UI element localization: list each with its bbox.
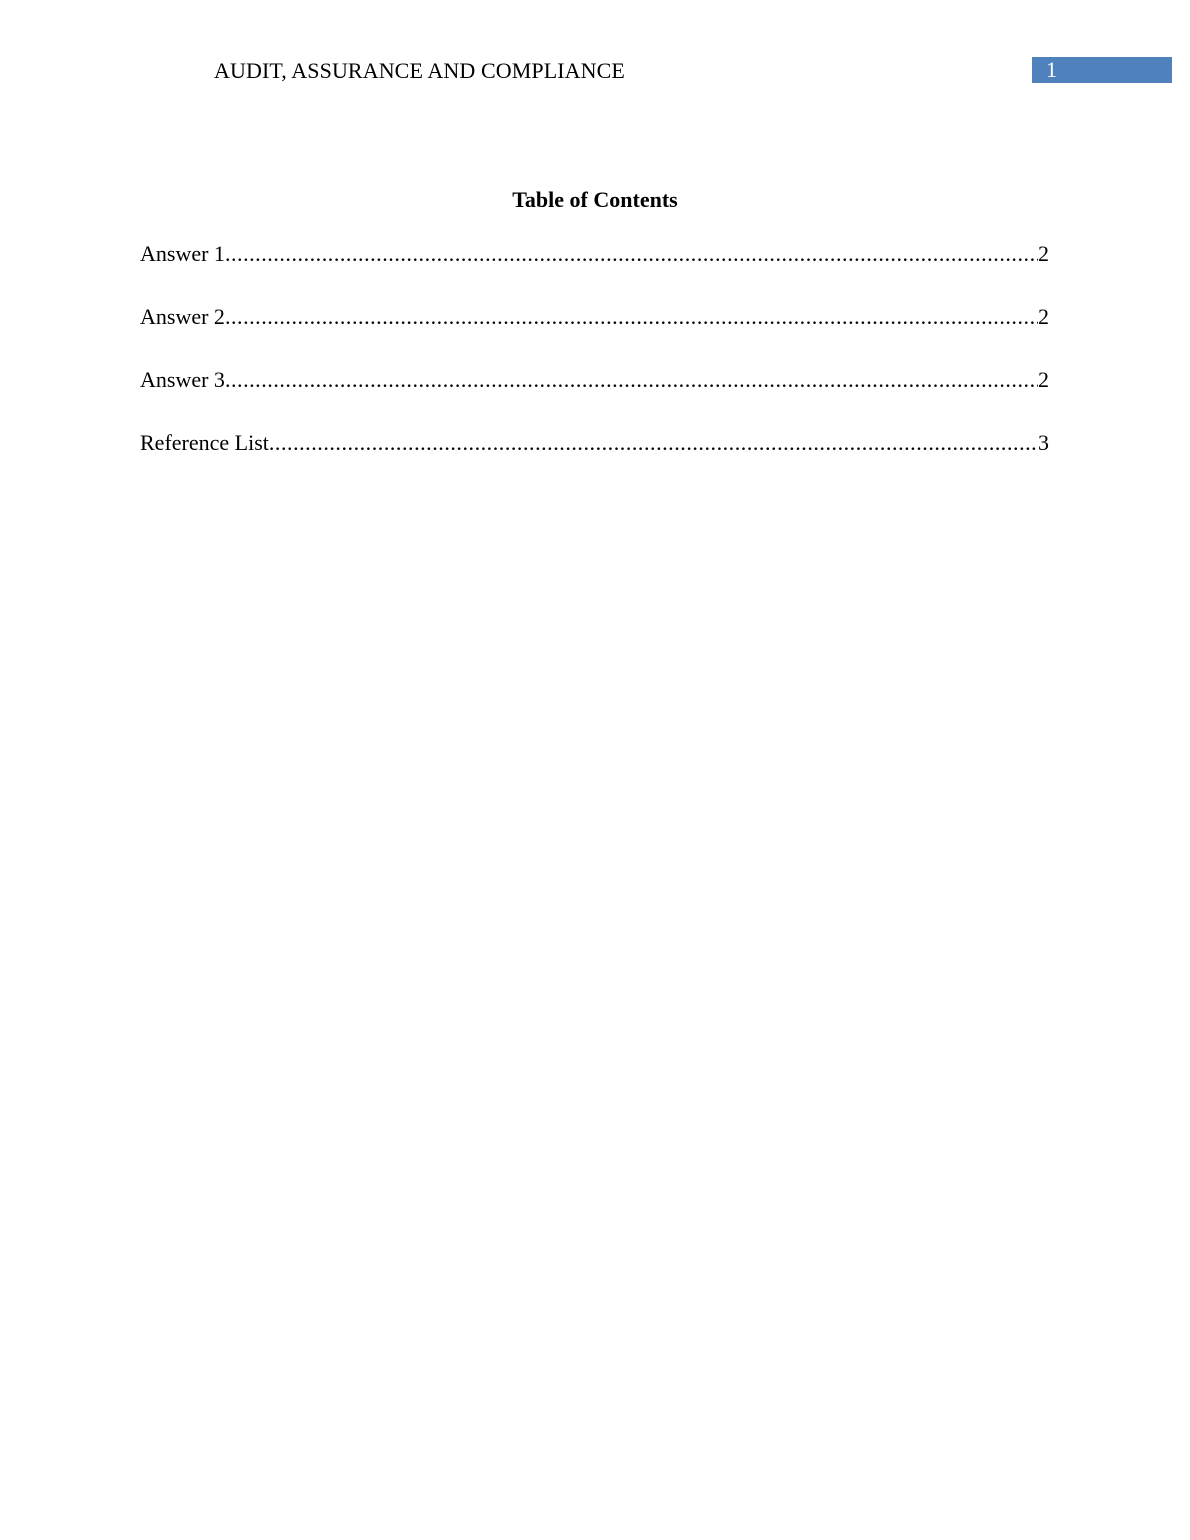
toc-entry-page: 2	[1038, 241, 1049, 266]
toc-entry-reference-list[interactable]	[140, 429, 1049, 457]
toc-entry-label: Answer 3	[140, 367, 225, 392]
toc-entry-label: Answer 2	[140, 304, 225, 329]
toc-entry-page: 3	[1038, 430, 1049, 455]
toc-entry-label: Reference List	[140, 430, 269, 455]
running-header-title: AUDIT, ASSURANCE AND COMPLIANCE	[214, 58, 625, 83]
toc-dot-leader	[269, 429, 1038, 457]
toc-list	[140, 240, 1049, 492]
toc-entry-answer-1[interactable]	[140, 240, 1049, 268]
toc-entry-label: Answer 1	[140, 241, 225, 266]
toc-entry-page: 2	[1038, 367, 1049, 392]
page-number-badge: 1	[1032, 57, 1172, 83]
toc-dot-leader	[225, 366, 1038, 394]
toc-entry-answer-2[interactable]	[140, 303, 1049, 331]
toc-dot-leader	[225, 240, 1038, 268]
toc-entry-answer-3[interactable]	[140, 366, 1049, 394]
toc-entry-page: 2	[1038, 304, 1049, 329]
toc-heading: Table of Contents	[512, 187, 678, 212]
toc-dot-leader	[225, 303, 1038, 331]
